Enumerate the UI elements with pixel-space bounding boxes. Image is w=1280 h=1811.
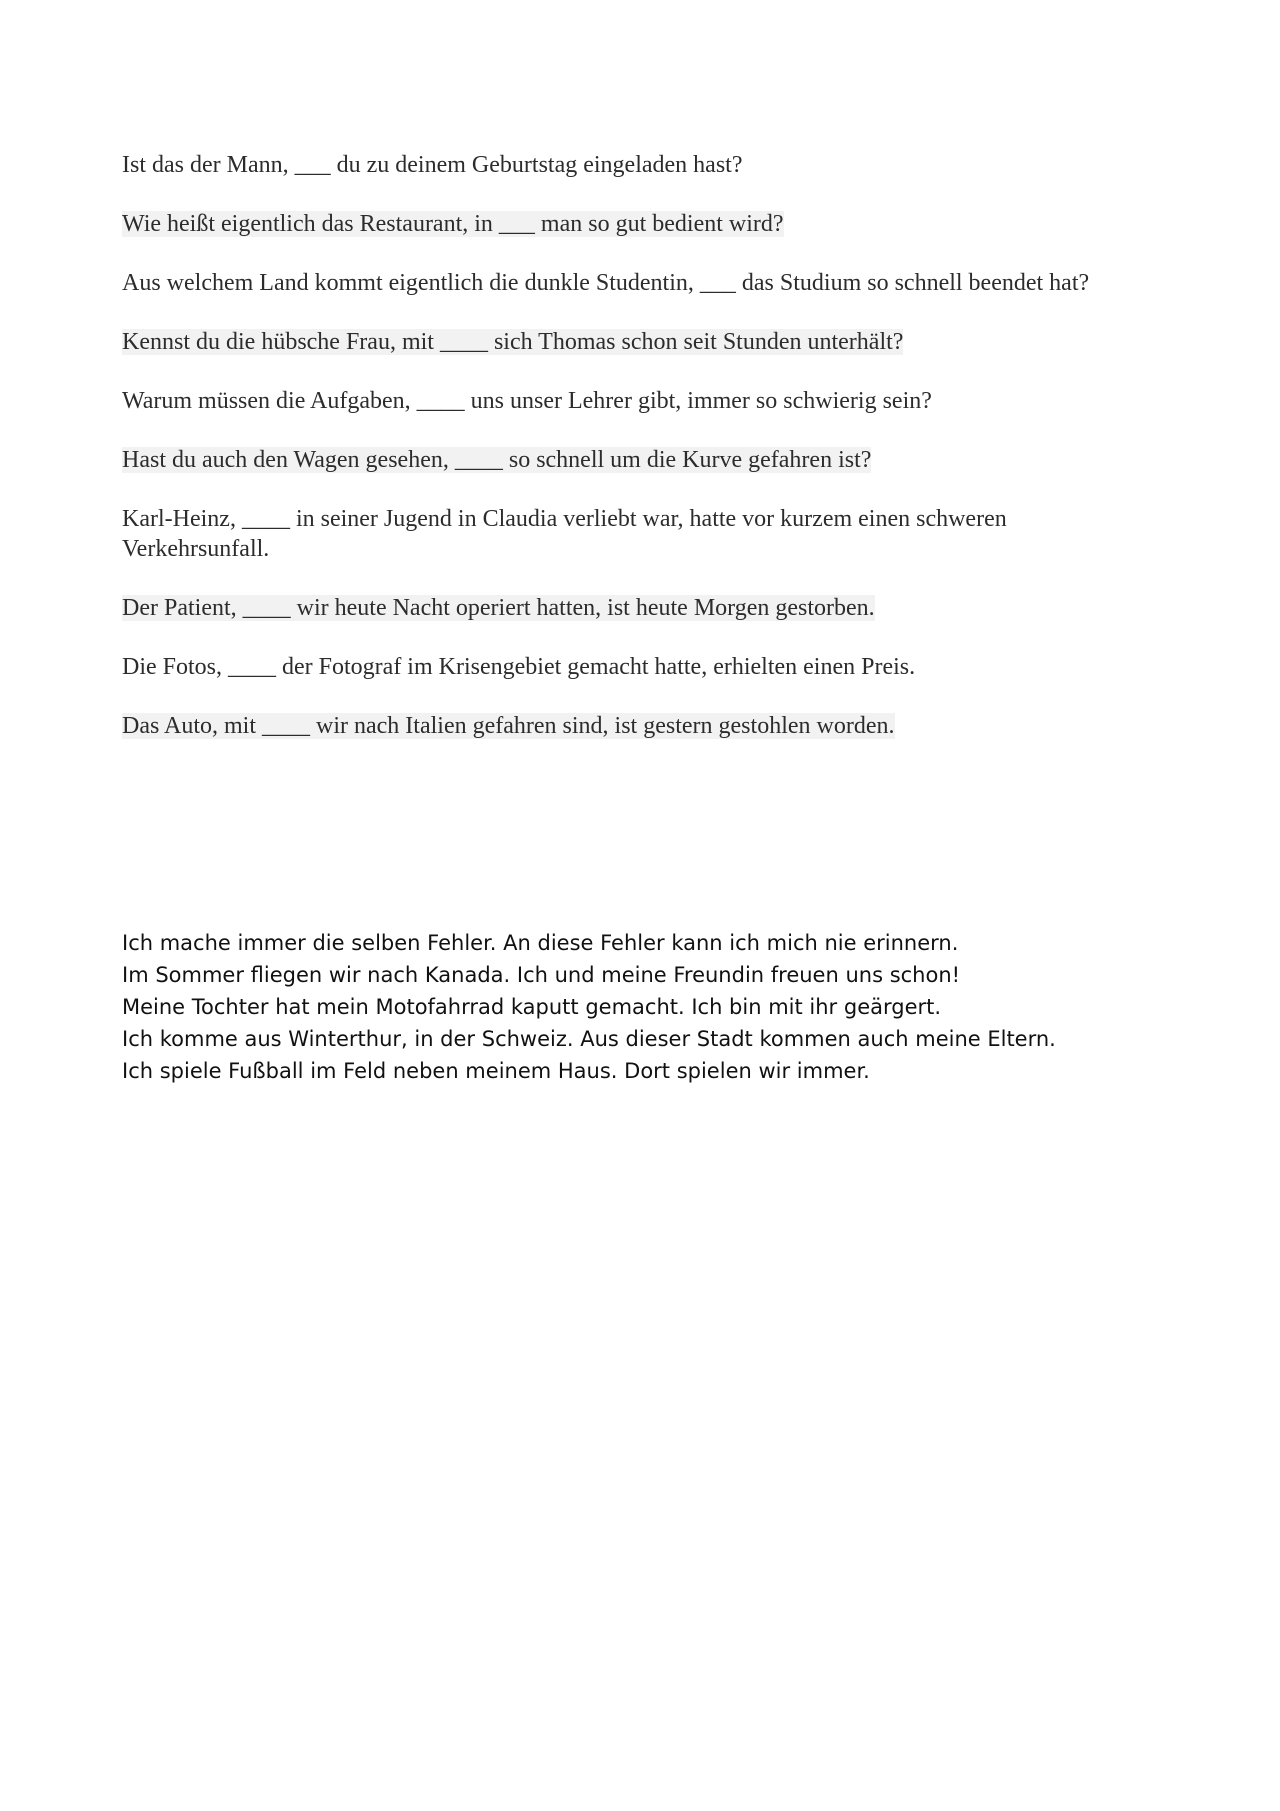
note-line[interactable]: Ich komme aus Winterthur, in der Schweiz. Aus dieser Stadt kommen auch meine Eltern. bbox=[122, 1027, 1056, 1051]
note-line[interactable]: Im Sommer fliegen wir nach Kanada. Ich und meine Freundin freuen uns schon! bbox=[122, 963, 961, 987]
sentence-text: Hast du auch den Wagen gesehen, ____ so schnell um die Kurve gefahren ist? bbox=[122, 447, 872, 473]
exercise-sentence[interactable] bbox=[122, 652, 1132, 682]
sentence-text: Wie heißt eigentlich das Restaurant, in ___ man so gut bedient wird? bbox=[122, 211, 784, 237]
exercise-sentence[interactable] bbox=[122, 150, 1132, 180]
exercise-sentence[interactable] bbox=[122, 268, 1132, 298]
note-line[interactable]: Meine Tochter hat mein Motofahrrad kaputt gemacht. Ich bin mit ihr geärgert. bbox=[122, 995, 942, 1019]
sentence-text: Warum müssen die Aufgaben, ____ uns unser Lehrer gibt, immer so schwierig sein? bbox=[122, 388, 932, 414]
sentence-text: Karl-Heinz, ____ in seiner Jugend in Claudia verliebt war, hatte vor kurzem einen schweren Verkehrsunfall. bbox=[122, 506, 1007, 562]
exercise-sentence[interactable] bbox=[122, 386, 1132, 416]
sentence-text: Der Patient, ____ wir heute Nacht operiert hatten, ist heute Morgen gestorben. bbox=[122, 595, 875, 621]
exercise-sentence[interactable] bbox=[122, 593, 1132, 623]
note-line[interactable]: Ich mache immer die selben Fehler. An diese Fehler kann ich mich nie erinnern. bbox=[122, 931, 959, 955]
sentence-text: Das Auto, mit ____ wir nach Italien gefahren sind, ist gestern gestohlen worden. bbox=[122, 713, 895, 739]
exercise-sentence[interactable] bbox=[122, 445, 1132, 475]
sentence-text: Die Fotos, ____ der Fotograf im Krisengebiet gemacht hatte, erhielten einen Preis. bbox=[122, 654, 916, 680]
note-line[interactable]: Ich spiele Fußball im Feld neben meinem Haus. Dort spielen wir immer. bbox=[122, 1059, 870, 1083]
exercise-sentence[interactable] bbox=[122, 504, 1132, 564]
sentence-text: Aus welchem Land kommt eigentlich die dunkle Studentin, ___ das Studium so schnell beendet hat? bbox=[122, 270, 1090, 296]
sentence-text: Kennst du die hübsche Frau, mit ____ sich Thomas schon seit Stunden unterhält? bbox=[122, 329, 904, 355]
exercise-sentence[interactable] bbox=[122, 209, 1132, 239]
exercise-sentence[interactable] bbox=[122, 711, 1132, 741]
exercise-sentence[interactable] bbox=[122, 327, 1132, 357]
correction-notes bbox=[122, 927, 1132, 1087]
relative-clause-exercise bbox=[122, 150, 1132, 770]
sentence-text: Ist das der Mann, ___ du zu deinem Geburtstag eingeladen hast? bbox=[122, 152, 743, 178]
